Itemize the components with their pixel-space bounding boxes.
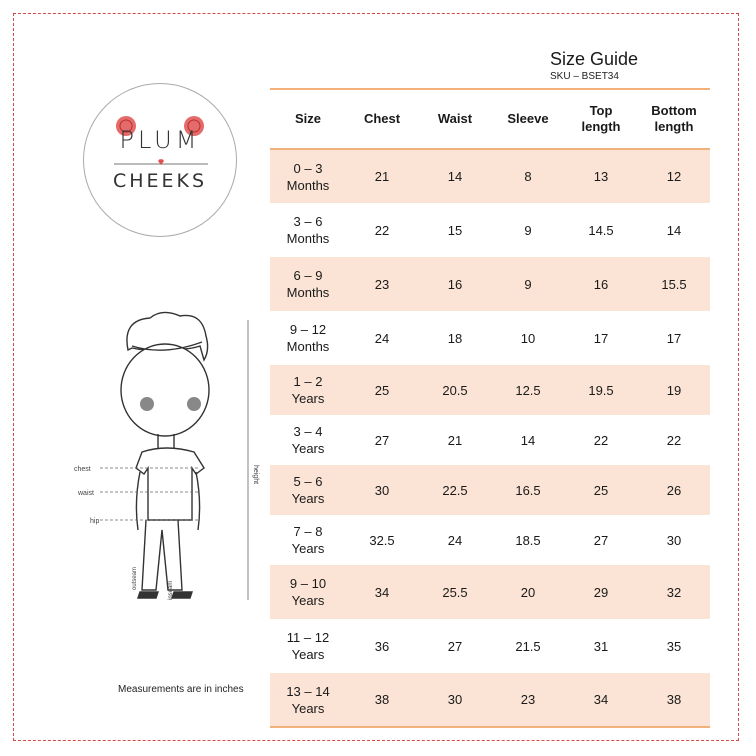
- size-unit: Months: [286, 231, 330, 246]
- sleeve-cell: 18.5: [515, 532, 541, 548]
- header-bottom-length: [638, 89, 710, 149]
- size-cell: [270, 515, 346, 565]
- table-row: [270, 257, 710, 311]
- size-unit: Years: [291, 391, 325, 406]
- top-length-cell: 17: [593, 330, 609, 346]
- waist-label: waist: [78, 490, 94, 497]
- top-length-cell: 19.5: [564, 365, 638, 415]
- logo-line-2: CHEEKS: [112, 170, 208, 192]
- measurement-note: Measurements are in inches: [118, 684, 244, 695]
- top-length-cell: 25: [564, 465, 638, 515]
- size-unit: Months: [286, 285, 330, 300]
- chest-cell: 34: [346, 565, 418, 619]
- sku-label: SKU – BSET34: [550, 71, 619, 82]
- outseam-label: outseam: [132, 566, 138, 590]
- header-chest: Chest: [346, 89, 418, 149]
- size-cell: [270, 619, 346, 673]
- bottom-length-cell: 38: [638, 673, 710, 727]
- size-range: 11 – 12: [286, 630, 330, 645]
- chest-cell: 38: [346, 673, 418, 727]
- chest-cell: 23: [346, 257, 418, 311]
- waist-cell: 18: [447, 330, 463, 346]
- table-row: [270, 673, 710, 727]
- bottom-length-cell: 17: [666, 330, 682, 346]
- header-size: Size: [270, 89, 346, 149]
- table-row: [270, 415, 710, 465]
- sleeve-cell: 23: [492, 673, 564, 727]
- waist-cell: 22.5: [418, 465, 492, 515]
- bottom-length-cell: 26: [638, 465, 710, 515]
- header-sleeve: Sleeve: [492, 89, 564, 149]
- sleeve-cell: 8: [492, 149, 564, 203]
- bottom-length-cell: 32: [638, 565, 710, 619]
- size-unit: Years: [291, 700, 325, 716]
- table-row: [270, 203, 710, 257]
- waist-cell: 15: [447, 222, 463, 238]
- top-length-cell: 16: [564, 257, 638, 311]
- sleeve-cell: 9: [492, 257, 564, 311]
- hip-label: hip: [90, 518, 100, 525]
- brand-logo: [83, 83, 237, 237]
- size-unit: Months: [286, 177, 330, 193]
- header-waist: Waist: [418, 89, 492, 149]
- logo-decoration: [84, 84, 238, 238]
- size-unit: Years: [291, 441, 325, 456]
- size-unit: Years: [291, 491, 325, 506]
- size-range: 5 – 6: [293, 474, 323, 489]
- size-range: 6 – 9: [293, 268, 323, 283]
- inseam-label: inseam: [168, 580, 174, 600]
- bottom-length-cell: 35: [666, 638, 682, 654]
- sleeve-cell: 20: [492, 565, 564, 619]
- waist-cell: 21: [447, 432, 463, 448]
- table-row: [270, 465, 710, 515]
- height-label: height: [252, 465, 259, 485]
- top-length-cell: 31: [593, 638, 609, 654]
- size-range: 9 – 10: [289, 576, 327, 591]
- bottom-length-cell: 30: [666, 532, 682, 548]
- chest-cell: 32.5: [369, 532, 395, 548]
- waist-cell: 20.5: [418, 365, 492, 415]
- top-length-cell: 34: [564, 673, 638, 727]
- size-range: 3 – 4: [293, 424, 323, 439]
- size-cell: [270, 311, 346, 365]
- size-unit: Months: [286, 339, 330, 354]
- chest-cell: 30: [346, 465, 418, 515]
- header-top-length-text: Top length: [581, 103, 621, 134]
- size-unit: Years: [291, 541, 325, 556]
- size-cell: [270, 673, 346, 727]
- chest-cell: 21: [346, 149, 418, 203]
- size-cell: [270, 415, 346, 465]
- size-cell: [270, 257, 346, 311]
- header-top-length: [564, 89, 638, 149]
- chest-cell: 25: [346, 365, 418, 415]
- chest-cell: 24: [374, 330, 390, 346]
- sleeve-cell: 16.5: [492, 465, 564, 515]
- header-bottom-length-text: Bottom length: [651, 103, 697, 134]
- size-range: 1 – 2: [293, 374, 323, 389]
- top-length-cell: 14.5: [588, 222, 614, 238]
- bottom-length-cell: 15.5: [638, 257, 710, 311]
- size-cell: [270, 203, 346, 257]
- size-cell: [270, 365, 346, 415]
- size-range: 13 – 14: [286, 683, 330, 699]
- chest-cell: 27: [374, 432, 390, 448]
- top-length-cell: 22: [593, 432, 609, 448]
- table-row: [270, 565, 710, 619]
- table-header-row: [270, 89, 710, 149]
- waist-cell: 30: [418, 673, 492, 727]
- waist-cell: 25.5: [418, 565, 492, 619]
- size-range: 0 – 3: [293, 160, 323, 176]
- bottom-length-cell: 12: [638, 149, 710, 203]
- table-row: [270, 311, 710, 365]
- size-cell: [270, 565, 346, 619]
- waist-cell: 27: [447, 638, 463, 654]
- page-title: Size Guide: [550, 49, 639, 69]
- size-cell: [270, 149, 346, 203]
- table-row: [270, 619, 710, 673]
- size-range: 3 – 6: [293, 214, 323, 229]
- chest-cell: 22: [374, 222, 390, 238]
- bottom-length-cell: 14: [666, 222, 682, 238]
- top-length-cell: 29: [564, 565, 638, 619]
- size-unit: Years: [291, 647, 325, 662]
- top-length-cell: 13: [564, 149, 638, 203]
- sleeve-cell: 9: [524, 222, 532, 238]
- sleeve-cell: 12.5: [492, 365, 564, 415]
- table-row: [270, 365, 710, 415]
- size-range: 9 – 12: [289, 322, 327, 337]
- sleeve-cell: 10: [520, 330, 536, 346]
- chest-label: chest: [74, 466, 91, 473]
- size-table: [270, 88, 710, 728]
- sleeve-cell: 21.5: [515, 638, 541, 654]
- sleeve-cell: 14: [520, 432, 536, 448]
- chest-cell: 36: [374, 638, 390, 654]
- table-body: [270, 149, 710, 727]
- top-length-cell: 27: [593, 532, 609, 548]
- logo-line-1: PLUM: [119, 126, 201, 154]
- bottom-length-cell: 19: [638, 365, 710, 415]
- waist-cell: 14: [418, 149, 492, 203]
- waist-cell: 16: [418, 257, 492, 311]
- waist-cell: 24: [447, 532, 463, 548]
- size-unit: Years: [291, 593, 325, 608]
- size-range: 7 – 8: [293, 524, 323, 539]
- bottom-length-cell: 22: [666, 432, 682, 448]
- size-cell: [270, 465, 346, 515]
- table-row: [270, 149, 710, 203]
- table-row: [270, 515, 710, 565]
- child-measurement-figure: [70, 310, 270, 610]
